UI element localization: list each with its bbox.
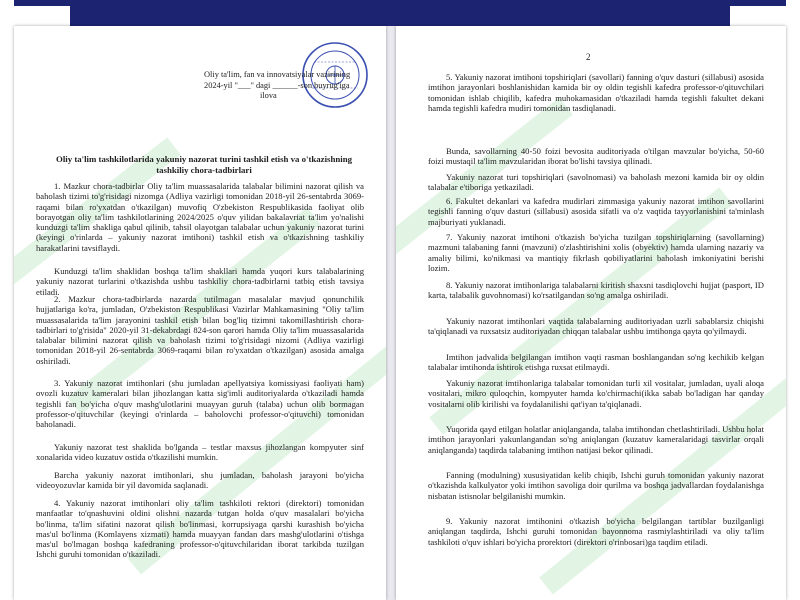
document-title: Oliy ta'lim tashkilotlarida yakuniy nazorat turini tashkil etish va o'tkazishning tashkiliy chora-tadbirlari — [56, 154, 352, 175]
paragraph: Yakuniy nazorat test shaklida bo'lganda – testlar maxsus jihozlangan kompyuter sinf xonalarida video kuzatuv ostida o'tkazilishi mumkin. — [36, 442, 364, 463]
paragraph: 3. Yakuniy nazorat imtihonlari (shu jumladan apellyatsiya komissiyasi faoliyati ham) ovozli kuzatuv kameralari bilan jihozlangan katta sig'imli auditoriyalarda o'tkaziladi hamda tegishli fan bo'yicha o'quv mashg'ulotlarini muayyan guruh (talaba) uchun olib bormagan professor-o'qituvchilar (keyingi o'rinlarda – baholovchi professor-o'qituvchi) tomonidan baholanadi. — [36, 378, 364, 430]
top-frame — [0, 0, 800, 26]
paragraph: 9. Yakuniy nazorat imtihonini o'tkazish bo'yicha belgilangan tartiblar buzilganligi aniqlangan taqdirda, Ishchi guruhi tomonidan bayonnoma rasmiylashtiriladi va oliy ta'lim tashkiloti o'quv ishlari bo'yicha prorektori (direktori o'rinbosari)ga taqdim etiladi. — [428, 516, 764, 547]
paragraph: Yakuniy nazorat imtihonlari vaqtida talabalarning auditoriyadan uzrli sabablarsiz chiqishi ta'qiqlanadi va ruxsatsiz auditoriyadan chiqqan talabalar ushbu imtihonga qayta qo'yilmaydi. — [428, 316, 764, 337]
paragraph: 8. Yakuniy nazorat imtihonlariga talabalarni kiritish shaxsni tasdiqlovchi hujjat (pasport, ID karta, talabalik guvohnomasi) ko'rsatilgandan so'ng amalga oshiriladi. — [428, 280, 764, 301]
paragraph: 1. Mazkur chora-tadbirlar Oliy ta'lim muassasalarida talabalar bilimini nazorat qilish va baholash tizimi to'g'risidagi nizomga (Adliya vazirligi tomonidan 2018-yil 26-sentabrda 3069-raqami bilan ro'yxatdan o'tkazilgan) muvofiq O'zbekiston Respublikasida faoliyat olib borayotgan oliy ta'lim tashkilotlarining 2024/2025 o'quv yilidan bakalavriat ta'lim yo'nalishi kunduzgi ta'lim shakliga qabul qilinib, tahsil olayotgan talabalar uchun yakuniy nazorat turini (keyingi o'rinlarda – yakuniy nazorat imtihoni) tashkil etish va o'tkazishning tashkiliy harakatlarini tavsiflaydi. — [36, 181, 364, 253]
paragraph: 4. Yakuniy nazorat imtihonlari oliy ta'lim tashkiloti rektori (direktori) tomonidan manfaatlar to'qnashuvini oldini olishni nazarda tutgan holda o'quv masalalari bo'yicha bo'linma, ta'lim sifatini nazorat qilish bo'linmasi, korrupsiyaga qarshi kurashish bo'yicha mas'ul bo'linma (Komlayens xizmati) hamda muayyan fandan dars mashg'ulotlarini o'tishga mas'ul bo'lmagan boshqa kafedraning professor-o'qituvchilaridan iborat tarkibda tuzilgan Ishchi guruhi tomonidan o'tkaziladi. — [36, 498, 364, 560]
paragraph: Bunda, savollarning 40-50 foizi bevosita auditoriyada o'tilgan mavzular bo'yicha, 50-60 foizi mustaqil ta'lim mavzularidan iborat bo'lishi tavsiya qilinadi. — [428, 146, 764, 167]
paragraph: 6. Fakultet dekanlari va kafedra mudirlari zimmasiga yakuniy nazorat imtihon savollarini tegishli fanning o'quv dasturi (sillabusi) asosida sifatli va o'z vaqtida tayyorlanishini ta'minlash majburiyati yuklanadi. — [428, 196, 764, 227]
paragraph: 2. Mazkur chora-tadbirlarda nazarda tutilmagan masalalar mavjud qonunchilik hujjatlariga ko'ra, jumladan, O'zbekiston Respublikasi Vazirlar Mahkamasining "Oliy ta'lim muassasalarida ta'lim jarayonini tashkil etish bilan bog'liq tizimni takomillashtirish chora-tadbirlari to'g'risida" 2020-yil 31-dekabrdagi 824-son qarori hamda Oliy ta'lim muassasalarida talabalar bilimini nazorat qilish va baholash tizimi to'g'risidagi nizomi (Adliya vazirligi tomonidan 2018-yil 26-sentabrda 3069-raqami bilan ro'yxatdan o'tkazilgan) asosida amalga oshiriladi. — [36, 294, 364, 366]
page-gutter — [386, 26, 396, 600]
header-panel — [70, 6, 730, 26]
left-margin — [0, 0, 14, 600]
header-line: Oliy ta'lim, fan va innovatsiyalar vazirining — [204, 70, 351, 79]
order-annex-header — [204, 70, 354, 102]
document-page-1 — [14, 26, 386, 600]
paragraph: Yakuniy nazorat imtihonlariga talabalar tomonidan turli xil vositalar, jumladan, uyali aloqa vositalari, mikro quloqchin, kompyuter hamda ko'chirmachi(ikka sabab bo'ladigan har qanday vositalarni olib kirilishi va foydalanilishi qat'iyan ta'qiqlanadi. — [428, 378, 764, 409]
page-number: 2 — [586, 52, 591, 62]
paragraph: 7. Yakuniy nazorat imtihoni o'tkazish bo'yicha tuzilgan topshiriqlarning (savollarning) mazmuni talabaning fanni (mavzuni) o'zlashtirishini xolis (obyektiv) hamda ularning nazariy va amaliy bilimi, ko'nikmasi va mantiqiy fikrlash qobiliyatlarini baholash imkoniyatini berishi lozim. — [428, 232, 764, 273]
paragraph: Yuqorida qayd etilgan holatlar aniqlanganda, talaba imtihondan chetlashtiriladi. Ushbu holat imtihon jarayonlari yakunlangandan so'ng aniqlangan (kuzatuv kameralaridagi tasvirlar orqali aniqlanganda) taqdirda talabaning imtihon natijasi bekor qilinadi. — [428, 424, 764, 455]
header-line: 2024-yil "___" dagi ______-son buyrug'iga — [204, 80, 350, 90]
right-margin — [786, 0, 800, 600]
paragraph: Yakuniy nazorat turi topshiriqlari (savolnomasi) va baholash mezoni kamida bir oy oldin talabalar e'tiboriga yetkaziladi. — [428, 172, 764, 193]
header-line: ilova — [260, 91, 277, 100]
paragraph: Barcha yakuniy nazorat imtihonlari, shu jumladan, baholash jarayoni bo'yicha videoyozuvlar kamida bir yil davomida saqlanadi. — [36, 470, 364, 491]
paragraph: 5. Yakuniy nazorat imtihoni topshiriqlari (savollari) fanning o'quv dasturi (sillabusi) asosida imtihon jarayonlari boshlanishidan kamida bir oy oldin tegishli kafedra professor-o'qituvchilari tomonidan ishlab chiqilib, kafedra muhokamasidan o'tkaziladi hamda tegishli fakultet dekani hamda tegishli kafedra mudiri tomonidan tasdiqlanadi. — [428, 72, 764, 113]
paragraph: Imtihon jadvalida belgilangan imtihon vaqti rasman boshlangandan so'ng kechikib kelgan talabalar imtihonda ishtirok etishga ruxsat etilmaydi. — [428, 352, 764, 373]
paragraph: Fanning (modulning) xususiyatidan kelib chiqib, Ishchi guruh tomonidan yakuniy nazorat o'tkazishda kalkulyator yoki imtihon savoliga doir qurilma va boshqa jadvallardan foydalanishga nisbatan istisnolar belgilanishi mumkin. — [428, 470, 764, 501]
paragraph: Kunduzgi ta'lim shaklidan boshqa ta'lim shakllari hamda yuqori kurs talabalarining yakuniy nazorat turlarini o'tkazishda ushbu tashkiliy chora-tadbirlarni tatbiq etish tavsiya etiladi. — [36, 266, 364, 297]
document-page-2 — [396, 26, 786, 600]
